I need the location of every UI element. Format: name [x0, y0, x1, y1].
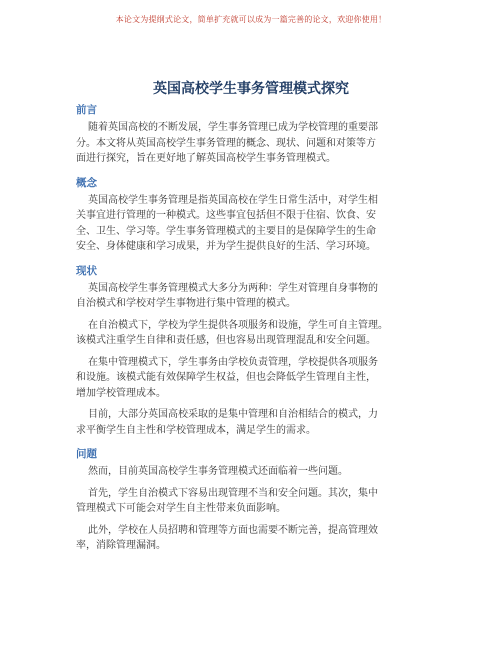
document-notice: 本论文为提纲式论文，简单扩充就可以成为一篇完善的论文，欢迎你使用！	[115, 15, 387, 24]
paragraph-line: 随着英国高校的不断发展，学生事务管理已成为学校管理的重要部	[88, 122, 378, 133]
paragraph-line: 分。本文将从英国高校学生事务管理的概念、现状、问题和对策等方	[76, 137, 376, 149]
paragraph-line: 然而，目前英国高校学生事务管理模式还面临着一些问题。	[88, 466, 348, 477]
paragraph-line: 安全、身体健康和学习成果，并为学生提供良好的生活、学习环境。	[76, 241, 376, 252]
paragraph-line: 增加学校管理成本。	[76, 387, 166, 399]
paragraph	[76, 486, 432, 517]
paragraph-line: 和设施。该模式能有效保障学生权益，但也会降低学生管理自主性，	[76, 372, 376, 383]
paragraph	[76, 355, 432, 402]
paragraph	[76, 120, 432, 167]
paragraph	[76, 281, 432, 312]
paragraph-line: 率，消除管理漏洞。	[76, 540, 166, 551]
paragraph-line: 首先，学生自治模式下容易出现管理不当和安全问题。其次，集中	[88, 487, 378, 499]
paragraph-line: 全、卫生、学习等。学生事务管理模式的主要目的是保障学生的生命	[76, 225, 376, 237]
paragraph-line: 求平衡学生自主性和学校管理成本，满足学生的需求。	[76, 424, 316, 436]
section-heading: 前言	[76, 104, 97, 116]
paragraph	[76, 523, 432, 554]
paragraph	[76, 407, 432, 438]
section-heading: 问题	[76, 448, 97, 460]
paragraph-line: 目前，大部分英国高校采取的是集中管理和自治相结合的模式，力	[88, 409, 378, 420]
document-title: 英国高校学生事务管理模式探究	[153, 81, 349, 97]
paragraph-line: 英国高校学生事务管理模式大多分为两种：学生对管理自身事物的	[88, 282, 378, 294]
paragraph-line: 该模式注重学生自律和责任感，但也容易出现管理混乱和安全问题。	[76, 335, 376, 346]
paragraph	[76, 464, 432, 480]
paragraph-line: 在集中管理模式下，学生事务由学校负责管理，学校提供各项服务	[88, 356, 378, 368]
paragraph	[76, 193, 432, 255]
paragraph-line: 英国高校学生事务管理是指英国高校在学生日常生活中，对学生相	[88, 194, 378, 206]
paragraph-line: 面进行探究，旨在更好地了解英国高校学生事务管理模式。	[76, 153, 336, 164]
paragraph-line: 管理模式下可能会对学生自主性带来负面影响。	[76, 503, 286, 514]
section-heading: 现状	[76, 264, 97, 277]
paragraph	[76, 318, 432, 349]
paragraph-line: 此外，学校在人员招聘和管理等方面也需要不断完善，提高管理效	[88, 524, 378, 536]
paragraph-line: 关事宜进行管理的一种模式。这些事宜包括但不限于住宿、饮食、安	[76, 210, 376, 221]
document-body	[76, 100, 432, 560]
paragraph-line: 自治模式和学校对学生事物进行集中管理的模式。	[76, 298, 296, 309]
section-heading: 概念	[76, 176, 97, 189]
paragraph-line: 在自治模式下，学校为学生提供各项服务和设施，学生可自主管理。	[88, 319, 388, 331]
